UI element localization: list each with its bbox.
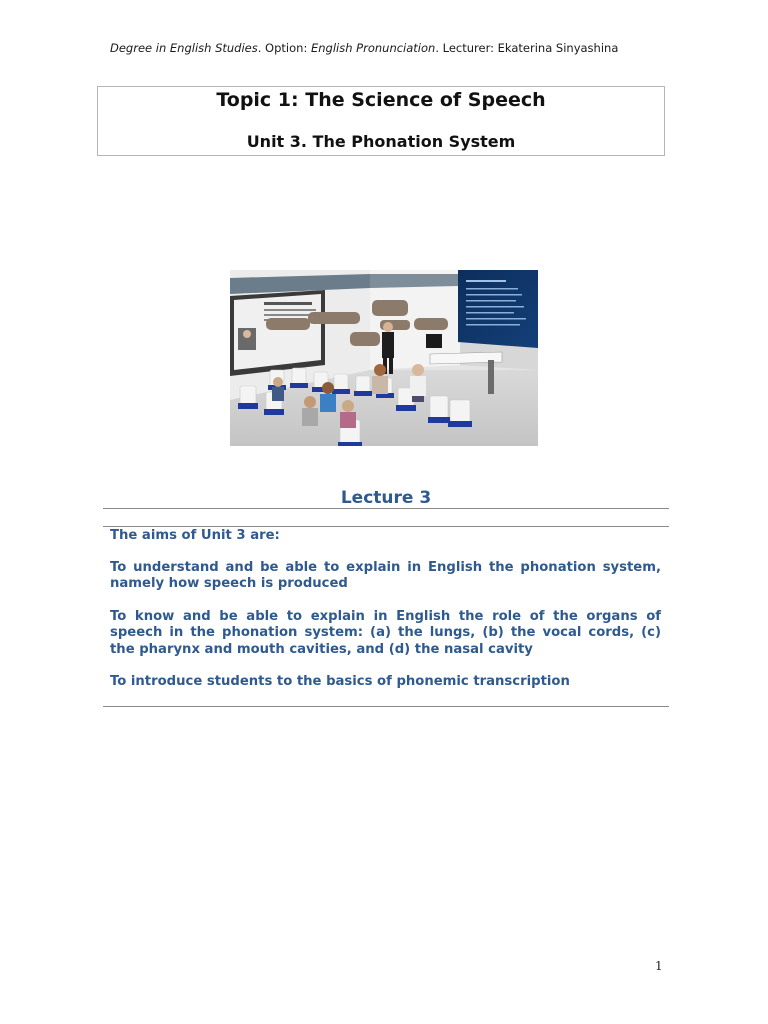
option-text: English Pronunciation <box>310 41 436 55</box>
lecturer-name: Ekaterina Sinyashina <box>497 41 619 55</box>
aim-item-3: To introduce students to the basics of phonemic transcription <box>110 674 570 689</box>
unit-title: Unit 3. The Phonation System <box>246 132 516 151</box>
document-header <box>110 41 618 55</box>
page-number: 1 <box>655 959 663 973</box>
degree-text: Degree in English Studies <box>110 41 258 55</box>
virtual-classroom-image <box>230 270 538 446</box>
rule-aims-bottom <box>103 706 669 707</box>
topic-title: Topic 1: The Science of Speech <box>216 89 546 111</box>
header-separator-lecturer: . Lecturer: <box>435 41 498 55</box>
lecture-heading: Lecture 3 <box>340 488 432 508</box>
aims-intro: The aims of Unit 3 are: <box>110 528 280 543</box>
aim-item-2: To know and be able to explain in English the role of the organs of speech in the phonation system: (a) the lungs, (b) the vocal cords, (c) the pharynx and mouth cavities, and (d) the nasal cavity <box>110 609 661 657</box>
rule-top <box>103 508 669 509</box>
aim-item-1: To understand and be able to explain in English the phonation system, namely how speech is produced <box>110 560 661 592</box>
rule-aims-top <box>103 526 669 527</box>
header-separator-option: . Option: <box>257 41 311 55</box>
title-box <box>97 86 665 156</box>
